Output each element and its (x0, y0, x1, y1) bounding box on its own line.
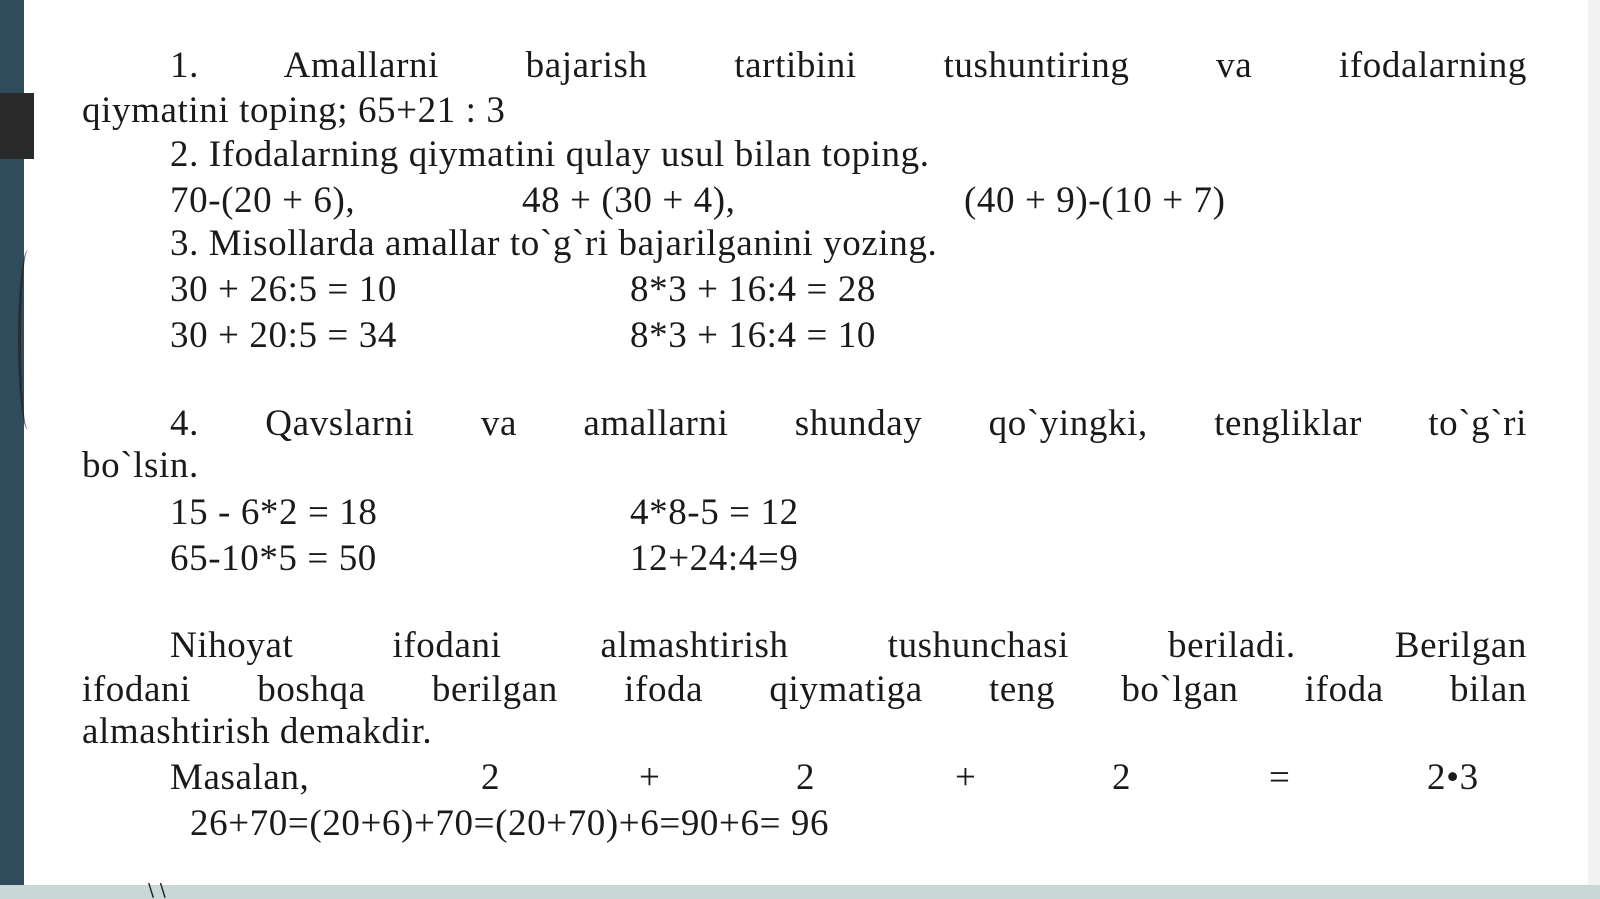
task2-expression-3: (40 + 9)-(10 + 7) (964, 180, 1226, 221)
bottom-edge-strip (0, 880, 1600, 899)
task4-equation-1a: 15 - 6*2 = 18 (170, 492, 378, 533)
example-label: Masalan, (170, 757, 310, 798)
example-term-3: 2 (1112, 757, 1132, 798)
example-term-2: 2 (796, 757, 816, 798)
left-dark-tab (0, 93, 34, 159)
example-plus-2: + (955, 757, 977, 798)
example-term-1: 2 (481, 757, 501, 798)
task3-heading: 3. Misollarda amallar to`g`ri bajarilganini yozing. (170, 223, 938, 264)
task4-equation-2a: 65-10*5 = 50 (170, 538, 377, 579)
task2-expression-2: 48 + (30 + 4), (522, 180, 736, 221)
paragraph-line2: ifodani boshqa berilgan ifoda qiymatiga teng bo`lgan ifoda bilan (82, 669, 1527, 710)
task3-equation-1b: 8*3 + 16:4 = 28 (630, 269, 877, 310)
task4-line2: bo`lsin. (82, 445, 199, 486)
task3-equation-2a: 30 + 20:5 = 34 (170, 315, 397, 356)
task2-heading: 2. Ifodalarning qiymatini qulay usul bilan toping. (170, 134, 930, 175)
left-decorative-curve (18, 250, 38, 430)
paragraph-line1: Nihoyat ifodani almashtirish tushunchasi beriladi. Berilgan (170, 625, 1527, 666)
paragraph-line3: almashtirish demakdir. (82, 711, 433, 752)
task2-expression-1: 70-(20 + 6), (170, 180, 356, 221)
example-plus-1: + (639, 757, 661, 798)
task1-line2: qiymatini toping; 65+21 : 3 (82, 90, 506, 131)
task4-equation-2b: 12+24:4=9 (630, 538, 799, 579)
task3-equation-1a: 30 + 26:5 = 10 (170, 269, 397, 310)
task3-equation-2b: 8*3 + 16:4 = 10 (630, 315, 877, 356)
example-equals: = (1269, 757, 1291, 798)
task4-equation-1b: 4*8-5 = 12 (630, 492, 799, 533)
example-line2: 26+70=(20+6)+70=(20+70)+6=90+6= 96 (190, 803, 830, 844)
task1-line1: 1. Amallarni bajarish tartibini tushuntiring va ifodalarning (170, 45, 1527, 86)
task4-line1: 4. Qavslarni va amallarni shunday qo`yingki, tengliklar to`g`ri (170, 403, 1527, 444)
bottom-decor-marks: \ \ (148, 880, 166, 899)
right-edge-strip (1588, 0, 1600, 899)
example-product: 2•3 (1427, 757, 1479, 798)
